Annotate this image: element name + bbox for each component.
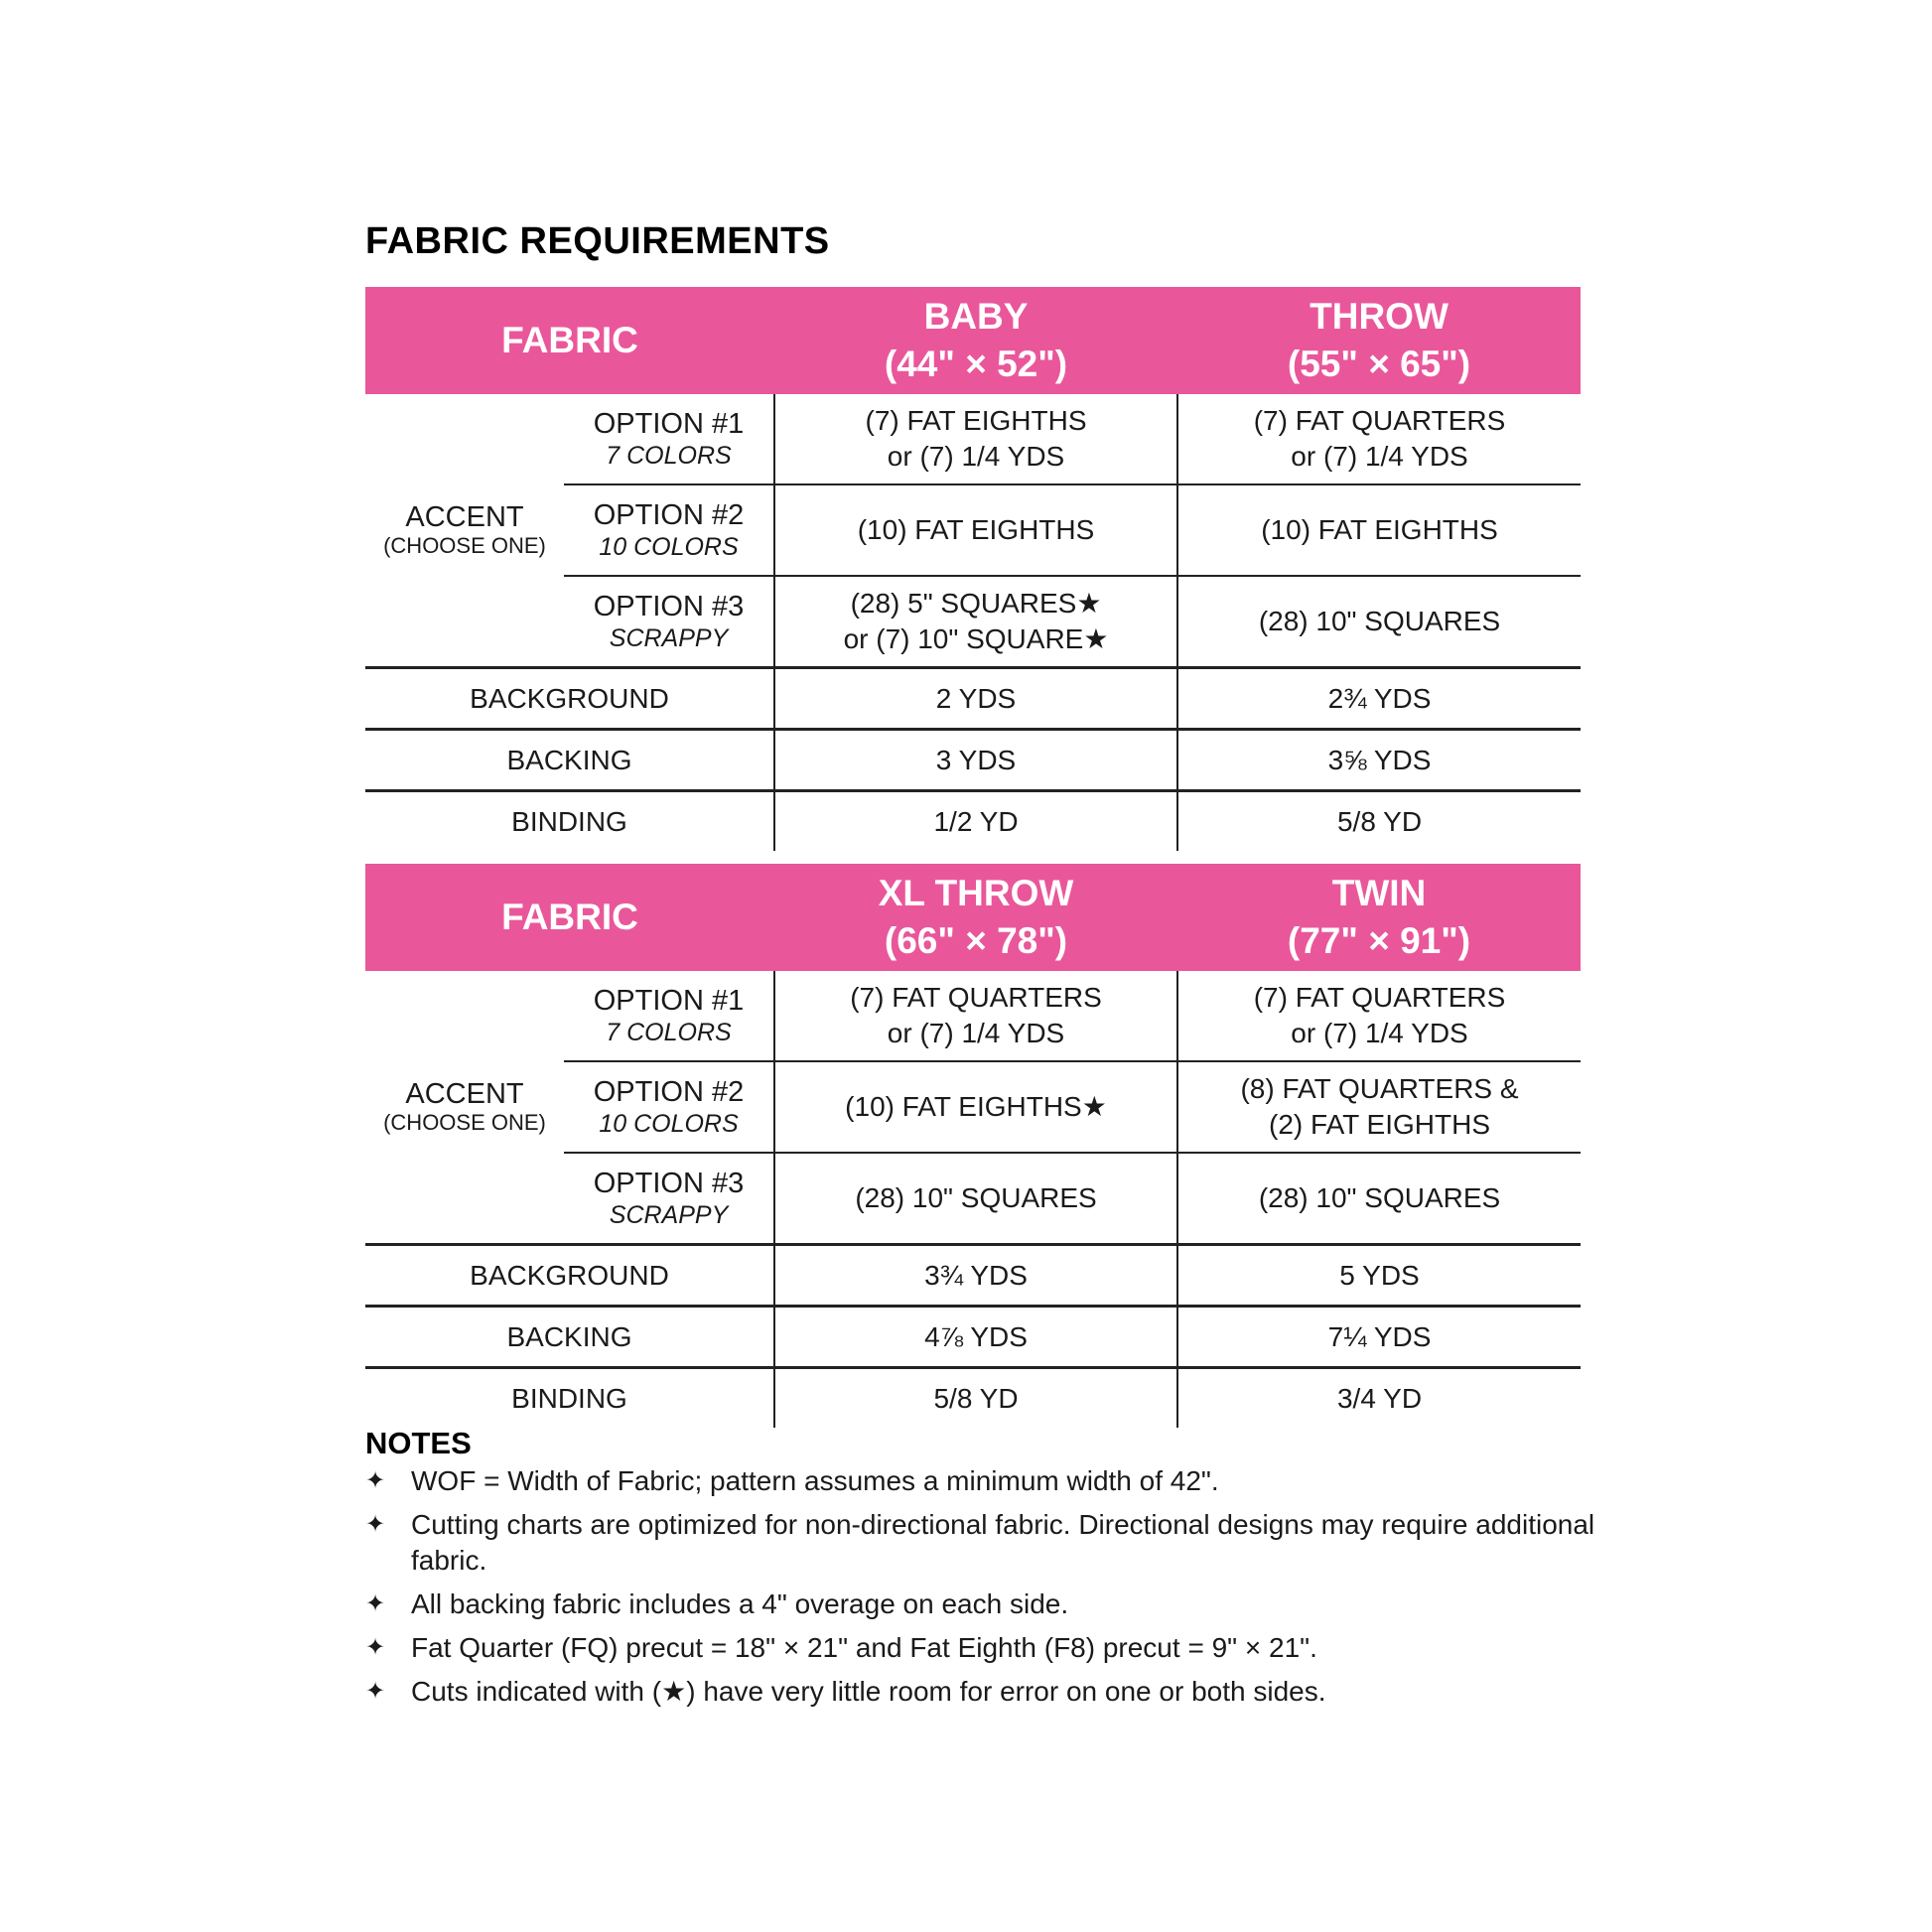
value-cell	[1177, 971, 1581, 1061]
value-cell: 3/4 YD	[1177, 1368, 1581, 1429]
option-label: OPTION #2	[593, 1076, 745, 1108]
accent-sublabel: (CHOOSE ONE)	[383, 533, 546, 558]
size-name: THROW	[1310, 296, 1449, 337]
option-sub: SCRAPPY	[609, 1201, 729, 1229]
accent-label-cell	[365, 971, 564, 1245]
value-cell	[1177, 1153, 1581, 1245]
accent-label: ACCENT	[405, 1078, 524, 1110]
note-text: Fat Quarter (FQ) precut = 18" × 21" and Fat Eighth (F8) precut = 9" × 21".	[411, 1632, 1317, 1663]
value-line: (7) FAT QUARTERS	[850, 982, 1102, 1013]
note-item	[365, 1630, 1596, 1666]
value-line: (10) FAT EIGHTHS★	[845, 1091, 1107, 1122]
four-pointed-star-icon: ✦	[365, 1678, 386, 1705]
note-text: Cuts indicated with (★) have very little room for error on one or both sides.	[411, 1676, 1326, 1707]
value-line: or (7) 10" SQUARE★	[843, 623, 1109, 654]
option-sub: 10 COLORS	[599, 1110, 739, 1138]
table-header-row	[365, 864, 1581, 971]
value-cell	[774, 576, 1177, 668]
notes-title: NOTES	[365, 1426, 472, 1460]
row-label: BACKING	[365, 730, 774, 791]
value-cell: 4⅞ YDS	[774, 1307, 1177, 1368]
value-cell: 5 YDS	[1177, 1245, 1581, 1307]
table-row-background	[365, 668, 1581, 730]
note-item	[365, 1587, 1596, 1622]
option-label-cell	[564, 1061, 774, 1153]
value-cell: 2¾ YDS	[1177, 668, 1581, 730]
note-item	[365, 1463, 1596, 1499]
table-row-backing	[365, 730, 1581, 791]
value-cell	[774, 1061, 1177, 1153]
size-dims: (55" × 65")	[1287, 344, 1471, 384]
value-line: (10) FAT EIGHTHS	[1261, 514, 1498, 545]
value-line: (8) FAT QUARTERS &	[1240, 1073, 1519, 1104]
accent-sublabel: (CHOOSE ONE)	[383, 1110, 546, 1135]
header-fabric: FABRIC	[365, 287, 774, 394]
accent-label: ACCENT	[405, 501, 524, 533]
value-cell: 3⅝ YDS	[1177, 730, 1581, 791]
row-label: BACKING	[365, 1307, 774, 1368]
option-label-cell	[564, 484, 774, 576]
table-row-binding	[365, 791, 1581, 852]
row-label: BINDING	[511, 805, 627, 837]
value-cell: 5/8 YD	[774, 1368, 1177, 1429]
accent-label-cell	[365, 394, 564, 668]
note-item	[365, 1674, 1596, 1710]
table-row-binding	[365, 1368, 1581, 1429]
option-label: OPTION #3	[593, 1168, 745, 1199]
size-dims: (77" × 91")	[1287, 920, 1471, 961]
value-cell: 3¾ YDS	[774, 1245, 1177, 1307]
value-line: or (7) 1/4 YDS	[1291, 1018, 1468, 1048]
value-cell: 7¼ YDS	[1177, 1307, 1581, 1368]
value-cell	[774, 1153, 1177, 1245]
value-cell: 5/8 YD	[1177, 791, 1581, 852]
value-line: (7) FAT QUARTERS	[1253, 982, 1506, 1013]
value-line: (28) 10" SQUARES	[855, 1182, 1097, 1213]
value-line: (2) FAT EIGHTHS	[1269, 1109, 1491, 1140]
option-label-cell	[564, 394, 774, 484]
fabric-table-baby-throw	[365, 287, 1581, 851]
notes-section	[365, 1426, 1596, 1718]
value-line: (28) 5" SQUARES★	[850, 588, 1102, 619]
four-pointed-star-icon: ✦	[365, 1634, 386, 1661]
value-line: or (7) 1/4 YDS	[887, 441, 1065, 472]
four-pointed-star-icon: ✦	[365, 1590, 386, 1617]
option-label-cell	[564, 576, 774, 668]
note-item	[365, 1507, 1596, 1579]
table-row-backing	[365, 1307, 1581, 1368]
value-line: (7) FAT EIGHTHS	[865, 405, 1087, 436]
value-line: or (7) 1/4 YDS	[1291, 441, 1468, 472]
header-size-throw	[1177, 287, 1581, 394]
option-label-cell	[564, 971, 774, 1061]
value-line: (28) 10" SQUARES	[1258, 606, 1501, 636]
header-fabric: FABRIC	[365, 864, 774, 971]
value-line: or (7) 1/4 YDS	[887, 1018, 1065, 1048]
row-label: BACKGROUND	[365, 668, 774, 730]
note-text: All backing fabric includes a 4" overage on each side.	[411, 1588, 1069, 1619]
option-sub: 7 COLORS	[606, 442, 732, 470]
size-name: XL THROW	[878, 873, 1074, 913]
value-cell: 3 YDS	[774, 730, 1177, 791]
value-cell: 1/2 YD	[774, 791, 1177, 852]
option-label: OPTION #2	[593, 499, 745, 531]
option-label: OPTION #1	[593, 985, 745, 1017]
value-line: (7) FAT QUARTERS	[1253, 405, 1506, 436]
option-sub: 7 COLORS	[606, 1019, 732, 1046]
header-size-twin	[1177, 864, 1581, 971]
value-cell	[774, 394, 1177, 484]
table-row-option-1	[365, 394, 1581, 484]
value-line: (28) 10" SQUARES	[1258, 1182, 1501, 1213]
note-text: Cutting charts are optimized for non-directional fabric. Directional designs may require additional fabric.	[411, 1509, 1595, 1576]
value-cell: 2 YDS	[774, 668, 1177, 730]
option-label: OPTION #1	[593, 408, 745, 440]
four-pointed-star-icon: ✦	[365, 1467, 386, 1494]
value-cell	[1177, 394, 1581, 484]
size-name: TWIN	[1331, 873, 1427, 913]
size-dims: (66" × 78")	[884, 920, 1068, 961]
fabric-table-xlthrow-twin	[365, 864, 1581, 1428]
header-size-baby	[774, 287, 1177, 394]
option-sub: 10 COLORS	[599, 533, 739, 561]
value-line: (10) FAT EIGHTHS	[857, 514, 1095, 545]
option-sub: SCRAPPY	[609, 624, 729, 652]
value-cell	[1177, 484, 1581, 576]
value-cell	[1177, 1061, 1581, 1153]
note-text: WOF = Width of Fabric; pattern assumes a minimum width of 42".	[411, 1465, 1219, 1496]
value-cell	[774, 971, 1177, 1061]
option-label-cell	[564, 1153, 774, 1245]
value-cell	[1177, 576, 1581, 668]
page-title: FABRIC REQUIREMENTS	[365, 220, 830, 262]
row-label: BACKGROUND	[365, 1245, 774, 1307]
option-label: OPTION #3	[593, 591, 745, 622]
value-cell	[774, 484, 1177, 576]
header-size-xl-throw	[774, 864, 1177, 971]
table-row-background	[365, 1245, 1581, 1307]
size-name: BABY	[923, 296, 1029, 337]
size-dims: (44" × 52")	[884, 344, 1068, 384]
table-row-option-1	[365, 971, 1581, 1061]
row-label: BINDING	[511, 1382, 627, 1414]
four-pointed-star-icon: ✦	[365, 1511, 386, 1538]
table-header-row	[365, 287, 1581, 394]
